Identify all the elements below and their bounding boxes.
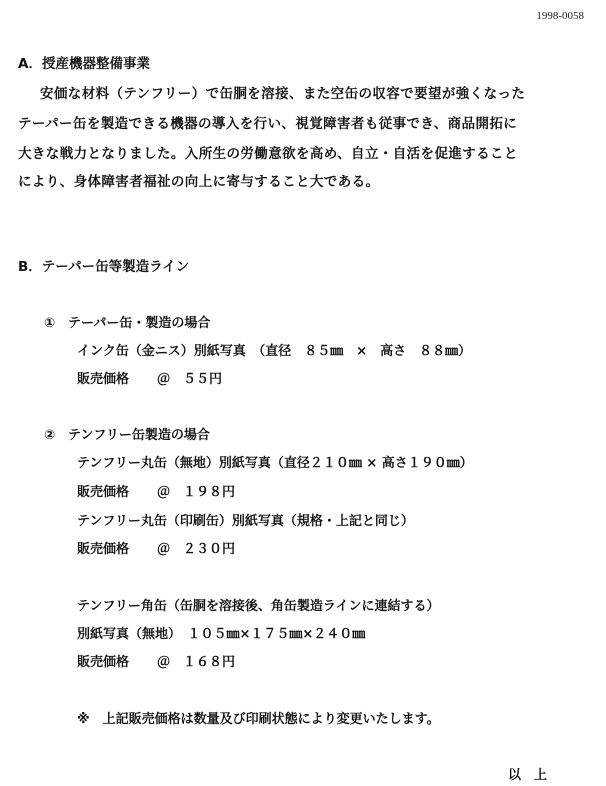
item-1-price: ＠ ５５円 bbox=[157, 372, 223, 387]
section-b-heading: B．テーパー缶等製造ライン bbox=[18, 259, 190, 275]
item-2-price-row-2 bbox=[77, 541, 235, 559]
section-a-line-1: 安価な材料（テンフリー）で缶胴を溶接、また空缶の収容で要望が強くなった bbox=[40, 86, 526, 102]
section-a-line-2: テーパー缶を製造できる機器の導入を行い、視覚障害者も従事でき、商品開拓に bbox=[18, 116, 518, 132]
item-2-price-3-label: 販売価格 bbox=[77, 655, 130, 670]
item-2-price-2-label: 販売価格 bbox=[77, 542, 130, 557]
item-2-product-3: テンフリー角缶（缶胴を溶接後、角缶製造ラインに連結する） bbox=[77, 599, 440, 614]
item-2-price-row-1 bbox=[77, 484, 235, 502]
section-a-heading: A．授産機器整備事業 bbox=[18, 56, 150, 72]
item-2-product-2: テンフリー丸缶（印刷缶）別紙写真（規格・上記と同じ） bbox=[77, 514, 414, 529]
closing-mark: 以 上 bbox=[508, 768, 548, 783]
item-2-price-1-label: 販売価格 bbox=[77, 485, 130, 500]
item-1-title: ① テーパー缶・製造の場合 bbox=[44, 316, 211, 331]
price-note: ※ 上記販売価格は数量及び印刷状態により変更いたします。 bbox=[77, 712, 440, 727]
item-2-title: ② テンフリー缶製造の場合 bbox=[44, 428, 210, 443]
item-1-price-label: 販売価格 bbox=[77, 372, 130, 387]
section-a-line-3: 大きな戦力となりました。入所生の労働意欲を高め、自立・自活を促進すること bbox=[18, 146, 518, 162]
item-2-product-1: テンフリー丸缶（無地）別紙写真（直径２１０㎜ × 高さ１９０㎜） bbox=[77, 456, 473, 471]
item-2-price-1: ＠ １９８円 bbox=[157, 485, 236, 500]
item-1-product: インク缶（金ニス）別紙写真 （直径 ８５㎜ × 高さ ８８㎜） bbox=[77, 344, 472, 359]
item-2-price-3: ＠ １６８円 bbox=[157, 655, 236, 670]
item-2-price-2: ＠ ２３０円 bbox=[157, 542, 236, 557]
item-2-price-row-3 bbox=[77, 654, 235, 672]
item-1-price-row bbox=[77, 371, 222, 389]
section-a-line-4: により、身体障害者福祉の向上に寄与すること大である。 bbox=[18, 174, 380, 190]
document-id: 1998-0058 bbox=[536, 10, 584, 22]
item-2-product-3-detail: 別紙写真（無地） １０５㎜×１７５㎜×２４０㎜ bbox=[77, 627, 366, 642]
